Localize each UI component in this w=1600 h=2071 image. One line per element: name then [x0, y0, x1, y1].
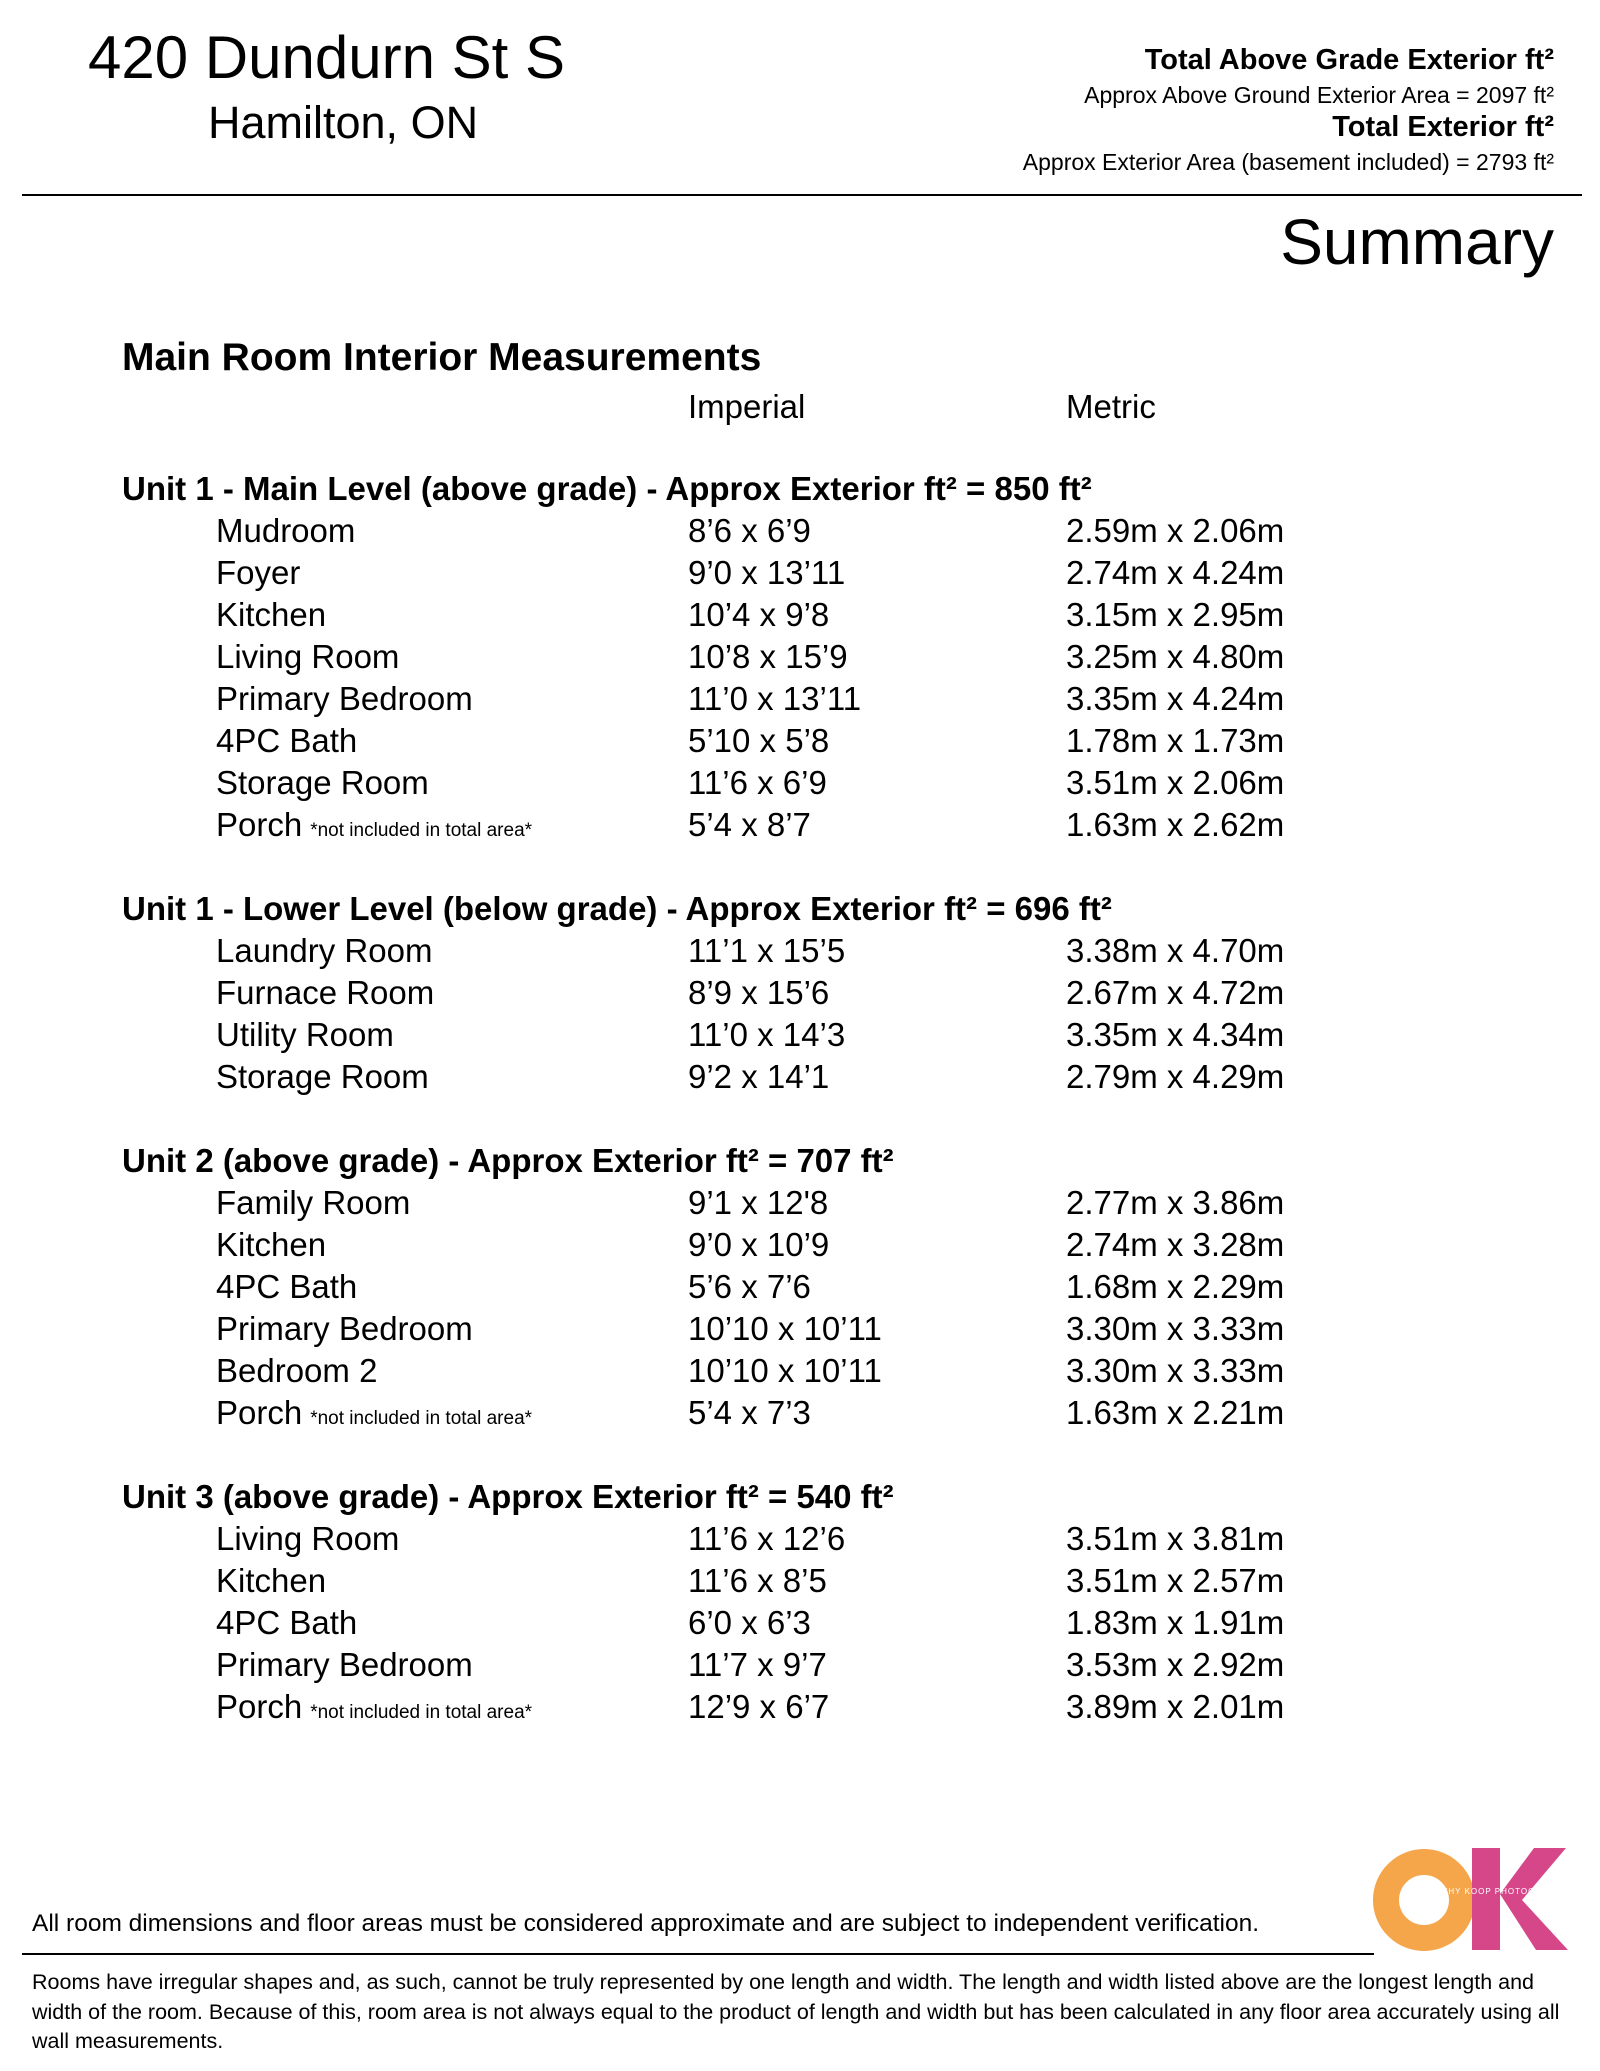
- table-row: [0, 682, 1600, 722]
- table-row: [0, 1018, 1600, 1058]
- room-name-text: Primary Bedroom: [216, 1310, 473, 1347]
- room-name: [216, 598, 326, 631]
- imperial-value: 11’0 x 14’3: [688, 1016, 846, 1053]
- table-row: [0, 1186, 1600, 1226]
- room-name: [216, 514, 355, 547]
- imperial-value: 11’6 x 8’5: [688, 1562, 827, 1599]
- group-heading: Unit 1 - Main Level (above grade) - Approx Exterior ft² = 850 ft²: [122, 470, 1092, 507]
- imperial-value: 9’0 x 13’11: [688, 554, 846, 591]
- room-name-text: Living Room: [216, 638, 400, 675]
- imperial-value: 12’9 x 6’7: [688, 1688, 830, 1725]
- room-name: [216, 1312, 473, 1345]
- metric-value: 3.89m x 2.01m: [1066, 1688, 1285, 1725]
- room-name: [216, 1396, 532, 1429]
- room-name-text: Primary Bedroom: [216, 680, 473, 717]
- table-row: [0, 724, 1600, 764]
- imperial-value: 11’7 x 9’7: [688, 1646, 827, 1683]
- room-name: [216, 1018, 394, 1051]
- table-row: [0, 1522, 1600, 1562]
- metric-value: 3.35m x 4.34m: [1066, 1016, 1285, 1053]
- section-title: Main Room Interior Measurements: [122, 336, 762, 379]
- imperial-value: 8’9 x 15’6: [688, 974, 830, 1011]
- table-row: [0, 1564, 1600, 1604]
- room-name: [216, 1228, 326, 1261]
- room-name: [216, 1354, 377, 1387]
- logo-text: CATHY KOOP PHOTOGRAPHY: [1430, 1887, 1568, 1896]
- room-name: [216, 976, 434, 1009]
- column-header-imperial: Imperial: [688, 388, 806, 425]
- metric-value: 3.51m x 3.81m: [1066, 1520, 1285, 1557]
- total-exterior-title: Total Exterior ft²: [1332, 111, 1554, 143]
- table-row: [0, 1648, 1600, 1688]
- imperial-value: 10’8 x 15’9: [688, 638, 848, 675]
- room-name-text: 4PC Bath: [216, 722, 358, 759]
- room-name-text: Laundry Room: [216, 932, 433, 969]
- room-name-text: Family Room: [216, 1184, 411, 1221]
- metric-value: 3.38m x 4.70m: [1066, 932, 1285, 969]
- room-name: [216, 1690, 532, 1723]
- table-row: [0, 1060, 1600, 1100]
- table-row: [0, 598, 1600, 638]
- table-row: [0, 976, 1600, 1016]
- metric-value: 2.74m x 3.28m: [1066, 1226, 1285, 1263]
- metric-value: 1.63m x 2.62m: [1066, 806, 1285, 843]
- room-name-text: Primary Bedroom: [216, 1646, 473, 1683]
- metric-value: 2.77m x 3.86m: [1066, 1184, 1285, 1221]
- room-name-text: Mudroom: [216, 512, 356, 549]
- room-name-text: Storage Room: [216, 764, 429, 801]
- address-line-1: 420 Dundurn St S: [88, 24, 565, 91]
- header-divider: [22, 194, 1582, 196]
- table-row: [0, 1396, 1600, 1436]
- room-name-text: Utility Room: [216, 1016, 394, 1053]
- imperial-value: 9’0 x 10’9: [688, 1226, 830, 1263]
- page-title: Summary: [1280, 206, 1554, 278]
- room-name: [216, 724, 357, 757]
- table-row: [0, 556, 1600, 596]
- address-line-2: Hamilton, ON: [208, 97, 479, 148]
- room-name-text: Living Room: [216, 1520, 400, 1557]
- imperial-value: 9’2 x 14’1: [688, 1058, 830, 1095]
- room-name: [216, 808, 532, 841]
- metric-value: 1.83m x 1.91m: [1066, 1604, 1285, 1641]
- metric-value: 3.35m x 4.24m: [1066, 680, 1285, 717]
- group-heading: Unit 3 (above grade) - Approx Exterior ft² = 540 ft²: [122, 1478, 894, 1515]
- metric-value: 2.67m x 4.72m: [1066, 974, 1285, 1011]
- imperial-value: 8’6 x 6’9: [688, 512, 811, 549]
- room-note: *not included in total area*: [310, 1408, 533, 1429]
- imperial-value: 11’0 x 13’11: [688, 680, 862, 717]
- footnote: Rooms have irregular shapes and, as such, cannot be truly represented by one length and width. The length and width listed above are the longest length and width of the room. Because of this, room area is not always equal to the product of length and width but has been calculated in any floor area accurately using all wall measurements.: [32, 1970, 1560, 2054]
- room-name-text: Kitchen: [216, 1562, 327, 1599]
- room-note: *not included in total area*: [310, 1702, 533, 1723]
- room-name: [216, 682, 473, 715]
- metric-value: 2.74m x 4.24m: [1066, 554, 1285, 591]
- imperial-value: 11’1 x 15’5: [688, 932, 846, 969]
- room-name: [216, 766, 429, 799]
- footer-divider: [22, 1953, 1374, 1955]
- room-name-text: Kitchen: [216, 1226, 327, 1263]
- room-name: [216, 1270, 357, 1303]
- group-heading: Unit 1 - Lower Level (below grade) - Approx Exterior ft² = 696 ft²: [122, 890, 1112, 927]
- imperial-value: 11’6 x 6’9: [688, 764, 827, 801]
- table-row: [0, 1312, 1600, 1352]
- column-header-metric: Metric: [1066, 388, 1156, 425]
- table-row: [0, 766, 1600, 806]
- room-name: [216, 1564, 326, 1597]
- table-row: [0, 1354, 1600, 1394]
- room-name: [216, 1648, 473, 1681]
- imperial-value: 5’10 x 5’8: [688, 722, 830, 759]
- room-name: [216, 1186, 410, 1219]
- imperial-value: 10’10 x 10’11: [688, 1352, 882, 1389]
- metric-value: 3.30m x 3.33m: [1066, 1352, 1285, 1389]
- table-row: [0, 1270, 1600, 1310]
- metric-value: 3.51m x 2.57m: [1066, 1562, 1285, 1599]
- table-row: [0, 1228, 1600, 1268]
- table-row: [0, 1606, 1600, 1646]
- metric-value: 3.51m x 2.06m: [1066, 764, 1285, 801]
- room-name-text: 4PC Bath: [216, 1604, 358, 1641]
- room-name: [216, 1060, 429, 1093]
- room-name: [216, 1522, 399, 1555]
- table-row: [0, 514, 1600, 554]
- table-row: [0, 1690, 1600, 1730]
- metric-value: 1.68m x 2.29m: [1066, 1268, 1285, 1305]
- cathy-koop-logo: [1372, 1844, 1572, 1954]
- metric-value: 2.79m x 4.29m: [1066, 1058, 1285, 1095]
- table-row: [0, 934, 1600, 974]
- above-grade-title: Total Above Grade Exterior ft²: [1144, 44, 1554, 76]
- table-row: [0, 640, 1600, 680]
- imperial-value: 5’4 x 7’3: [688, 1394, 811, 1431]
- table-row: [0, 808, 1600, 848]
- room-name-text: 4PC Bath: [216, 1268, 358, 1305]
- letter-o-mark: [1386, 1862, 1462, 1938]
- group-heading: Unit 2 (above grade) - Approx Exterior ft² = 707 ft²: [122, 1142, 894, 1179]
- room-name-text: Furnace Room: [216, 974, 435, 1011]
- imperial-value: 11’6 x 12’6: [688, 1520, 846, 1557]
- room-name-text: Kitchen: [216, 596, 327, 633]
- above-grade-detail: Approx Above Ground Exterior Area = 2097 ft²: [1084, 82, 1554, 108]
- room-name: [216, 934, 432, 967]
- metric-value: 1.63m x 2.21m: [1066, 1394, 1285, 1431]
- imperial-value: 10’10 x 10’11: [688, 1310, 882, 1347]
- metric-value: 3.30m x 3.33m: [1066, 1310, 1285, 1347]
- letter-k-mark: [1472, 1848, 1568, 1950]
- metric-value: 1.78m x 1.73m: [1066, 722, 1285, 759]
- room-note: *not included in total area*: [310, 820, 533, 841]
- imperial-value: 5’6 x 7’6: [688, 1268, 811, 1305]
- room-name-text: Porch: [216, 1394, 303, 1431]
- imperial-value: 5’4 x 8’7: [688, 806, 811, 843]
- room-name: [216, 556, 300, 589]
- metric-value: 3.53m x 2.92m: [1066, 1646, 1285, 1683]
- total-exterior-detail: Approx Exterior Area (basement included) = 2793 ft²: [1022, 149, 1554, 175]
- metric-value: 3.25m x 4.80m: [1066, 638, 1285, 675]
- imperial-value: 10’4 x 9’8: [688, 596, 830, 633]
- room-name-text: Porch: [216, 1688, 303, 1725]
- room-name-text: Foyer: [216, 554, 301, 591]
- metric-value: 2.59m x 2.06m: [1066, 512, 1285, 549]
- imperial-value: 9’1 x 12'8: [688, 1184, 829, 1221]
- metric-value: 3.15m x 2.95m: [1066, 596, 1285, 633]
- room-name-text: Porch: [216, 806, 303, 843]
- disclaimer: All room dimensions and floor areas must be considered approximate and are subject to independent verification.: [32, 1910, 1260, 1937]
- room-name-text: Storage Room: [216, 1058, 429, 1095]
- room-name-text: Bedroom 2: [216, 1352, 378, 1389]
- room-name: [216, 640, 399, 673]
- room-name: [216, 1606, 357, 1639]
- imperial-value: 6’0 x 6’3: [688, 1604, 811, 1641]
